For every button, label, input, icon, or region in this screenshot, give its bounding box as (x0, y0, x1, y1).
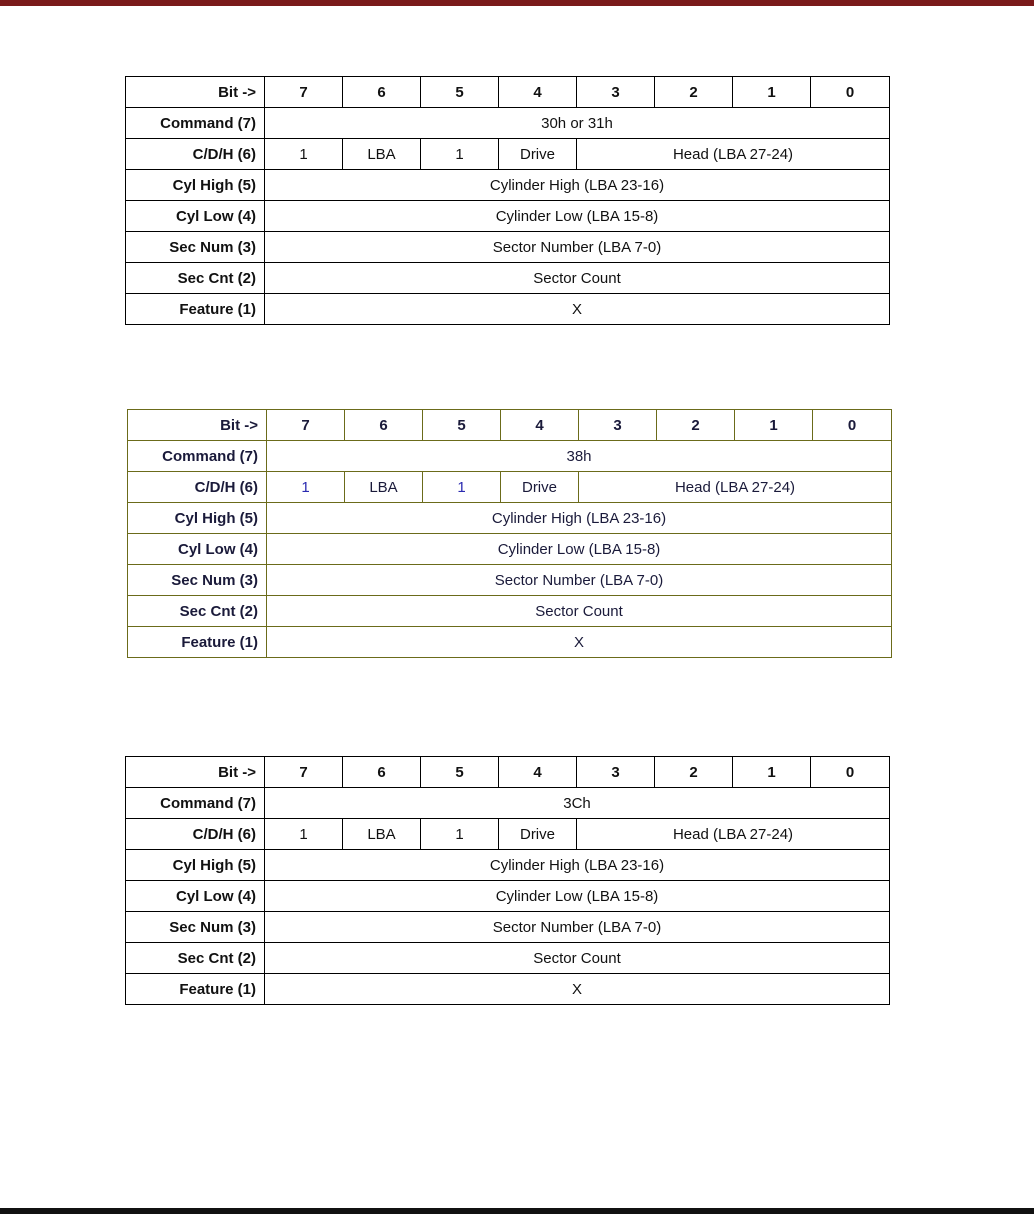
command-label: Command (7) (126, 108, 265, 139)
bit-6: 6 (343, 77, 421, 108)
secnum-value: Sector Number (LBA 7-0) (267, 565, 892, 596)
bit-7: 7 (265, 757, 343, 788)
table-row-secnum (126, 232, 890, 263)
bit-header-label: Bit -> (126, 77, 265, 108)
feature-label: Feature (1) (128, 627, 267, 658)
table-row-bit-header (126, 757, 890, 788)
feature-label: Feature (1) (126, 974, 265, 1005)
command-value: 30h or 31h (265, 108, 890, 139)
cylhigh-label: Cyl High (5) (126, 850, 265, 881)
cdh-bit-4: Drive (501, 472, 579, 503)
table-row-feature (128, 627, 892, 658)
table-row-cylhigh (126, 170, 890, 201)
command-value: 3Ch (265, 788, 890, 819)
cylhigh-value: Cylinder High (LBA 23-16) (267, 503, 892, 534)
cdh-bit-4: Drive (499, 139, 577, 170)
feature-value: X (265, 294, 890, 325)
table-row-cyllow (128, 534, 892, 565)
table-row-seccnt (126, 943, 890, 974)
cylhigh-value: Cylinder High (LBA 23-16) (265, 170, 890, 201)
cylhigh-label: Cyl High (5) (126, 170, 265, 201)
seccnt-label: Sec Cnt (2) (126, 943, 265, 974)
bit-0: 0 (813, 410, 892, 441)
cdh-head: Head (LBA 27-24) (577, 139, 890, 170)
feature-value: X (267, 627, 892, 658)
bit-6: 6 (343, 757, 421, 788)
command-label: Command (7) (128, 441, 267, 472)
bit-6: 6 (345, 410, 423, 441)
table-row-bit-header (128, 410, 892, 441)
table-row-cylhigh (128, 503, 892, 534)
cdh-bit-7: 1 (265, 139, 343, 170)
bit-5: 5 (423, 410, 501, 441)
cdh-bit-4: Drive (499, 819, 577, 850)
cdh-bit-7: 1 (267, 472, 345, 503)
secnum-label: Sec Num (3) (126, 232, 265, 263)
secnum-label: Sec Num (3) (128, 565, 267, 596)
feature-label: Feature (1) (126, 294, 265, 325)
cyllow-label: Cyl Low (4) (128, 534, 267, 565)
cdh-bit-6: LBA (343, 139, 421, 170)
header-rule (0, 0, 1034, 6)
cyllow-value: Cylinder Low (LBA 15-8) (265, 201, 890, 232)
cylhigh-label: Cyl High (5) (128, 503, 267, 534)
table-row-cdh (128, 472, 892, 503)
cdh-head: Head (LBA 27-24) (579, 472, 892, 503)
seccnt-label: Sec Cnt (2) (126, 263, 265, 294)
cdh-bit-5: 1 (423, 472, 501, 503)
bit-5: 5 (421, 757, 499, 788)
table-row-feature (126, 974, 890, 1005)
cdh-bit-6: LBA (343, 819, 421, 850)
bit-2: 2 (657, 410, 735, 441)
cdh-bit-7: 1 (265, 819, 343, 850)
seccnt-value: Sector Count (265, 943, 890, 974)
table-row-seccnt (128, 596, 892, 627)
table-row-feature (126, 294, 890, 325)
bit-1: 1 (733, 757, 811, 788)
seccnt-value: Sector Count (267, 596, 892, 627)
feature-value: X (265, 974, 890, 1005)
bit-4: 4 (501, 410, 579, 441)
bit-4: 4 (499, 77, 577, 108)
bit-7: 7 (267, 410, 345, 441)
bit-0: 0 (811, 77, 890, 108)
table-row-cdh (126, 139, 890, 170)
table-row-cdh (126, 819, 890, 850)
bit-header-label: Bit -> (126, 757, 265, 788)
cdh-label: C/D/H (6) (126, 819, 265, 850)
secnum-value: Sector Number (LBA 7-0) (265, 232, 890, 263)
cyllow-value: Cylinder Low (LBA 15-8) (267, 534, 892, 565)
bit-3: 3 (579, 410, 657, 441)
register-table-1 (125, 76, 890, 325)
bit-5: 5 (421, 77, 499, 108)
bit-header-label: Bit -> (128, 410, 267, 441)
cyllow-label: Cyl Low (4) (126, 201, 265, 232)
bit-1: 1 (733, 77, 811, 108)
cyllow-value: Cylinder Low (LBA 15-8) (265, 881, 890, 912)
register-table-3 (125, 756, 890, 1005)
cdh-bit-6: LBA (345, 472, 423, 503)
bit-3: 3 (577, 77, 655, 108)
secnum-value: Sector Number (LBA 7-0) (265, 912, 890, 943)
register-table-2 (127, 409, 892, 658)
table-row-cylhigh (126, 850, 890, 881)
table-row-cyllow (126, 881, 890, 912)
command-label: Command (7) (126, 788, 265, 819)
bit-0: 0 (811, 757, 890, 788)
seccnt-label: Sec Cnt (2) (128, 596, 267, 627)
cdh-bit-5: 1 (421, 819, 499, 850)
secnum-label: Sec Num (3) (126, 912, 265, 943)
bit-2: 2 (655, 77, 733, 108)
table-row-secnum (126, 912, 890, 943)
cdh-label: C/D/H (6) (128, 472, 267, 503)
footer-rule (0, 1208, 1034, 1214)
table-row-bit-header (126, 77, 890, 108)
bit-4: 4 (499, 757, 577, 788)
table-row-command (126, 108, 890, 139)
cdh-head: Head (LBA 27-24) (577, 819, 890, 850)
table-row-cyllow (126, 201, 890, 232)
bit-1: 1 (735, 410, 813, 441)
bit-2: 2 (655, 757, 733, 788)
cdh-label: C/D/H (6) (126, 139, 265, 170)
cdh-bit-5: 1 (421, 139, 499, 170)
table-row-command (128, 441, 892, 472)
cylhigh-value: Cylinder High (LBA 23-16) (265, 850, 890, 881)
table-row-command (126, 788, 890, 819)
table-row-secnum (128, 565, 892, 596)
seccnt-value: Sector Count (265, 263, 890, 294)
command-value: 38h (267, 441, 892, 472)
cyllow-label: Cyl Low (4) (126, 881, 265, 912)
bit-3: 3 (577, 757, 655, 788)
table-row-seccnt (126, 263, 890, 294)
bit-7: 7 (265, 77, 343, 108)
